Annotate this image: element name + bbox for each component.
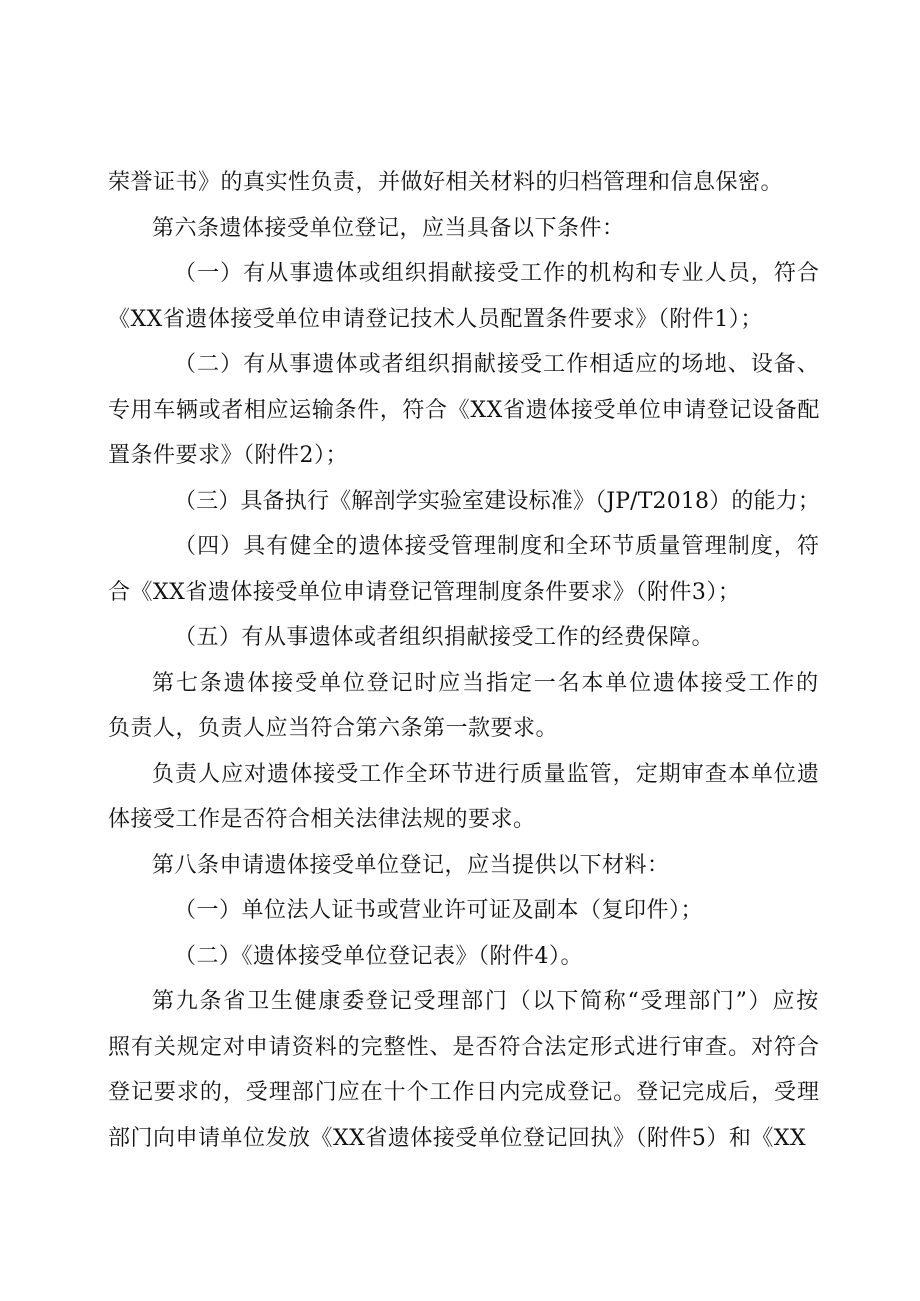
text-line: 专用车辆或者相应运输条件，符合《XX省遗体接受单位申请登记设备配	[108, 397, 820, 423]
paragraph	[108, 206, 820, 252]
text-line: 第六条遗体接受单位登记，应当具备以下条件：	[152, 215, 625, 241]
text-line: （一）单位法人证书或营业许可证及副本（复印件）；	[174, 898, 704, 923]
paragraph	[108, 615, 820, 661]
paragraph	[108, 160, 820, 206]
text-line: 部门向申请单位发放《XX省遗体接受单位登记回执》（附件5）和《XX	[108, 1125, 807, 1151]
text-line: 第九条省卫生健康委登记受理部门（以下简称“受理部门”）应按	[152, 989, 820, 1014]
text-line: （三）具备执行《解剖学实验室建设标准》（JP/T2018）的能力；	[174, 488, 820, 514]
paragraph	[108, 342, 820, 479]
text-line: 第八条申请遗体接受单位登记，应当提供以下材料：	[152, 852, 670, 878]
paragraph	[108, 251, 820, 342]
text-line: （二）《遗体接受单位登记表》（附件4）。	[174, 943, 583, 969]
paragraph	[108, 843, 820, 889]
paragraph	[108, 479, 820, 525]
text-line: 合《XX省遗体接受单位申请登记管理制度条件要求》（附件3）；	[108, 579, 741, 605]
text-line: 荣誉证书》的真实性负责，并做好相关材料的归档管理和信息保密。	[108, 170, 784, 195]
paragraph	[108, 888, 820, 934]
text-line: 第七条遗体接受单位登记时应当指定一名本单位遗体接受工作的	[152, 670, 820, 696]
paragraph	[108, 661, 820, 752]
text-line: （四）具有健全的遗体接受管理制度和全环节质量管理制度，符	[174, 534, 820, 559]
text-line: （五）有从事遗体或者组织捐献接受工作的经费保障。	[174, 625, 715, 650]
text-line: （二）有从事遗体或者组织捐献接受工作相适应的场地、设备、	[174, 352, 820, 377]
document-body	[108, 160, 820, 1161]
text-line: 负责人应对遗体接受工作全环节进行质量监管，定期审查本单位遗	[152, 761, 820, 787]
text-line: 登记要求的，受理部门应在十个工作日内完成登记。登记完成后，受理	[108, 1080, 820, 1105]
text-line: 置条件要求》（附件2）；	[108, 443, 348, 468]
paragraph	[108, 524, 820, 615]
text-line: 照有关规定对申请资料的完整性、是否符合法定形式进行审查。对符合	[108, 1034, 820, 1060]
text-line: 负责人，负责人应当符合第六条第一款要求。	[108, 716, 559, 741]
paragraph	[108, 752, 820, 843]
text-line: 《XX省遗体接受单位申请登记技术人员配置条件要求》（附件1）；	[108, 306, 763, 332]
text-line: （一）有从事遗体或组织捐献接受工作的机构和专业人员，符合	[174, 261, 820, 286]
text-line: 体接受工作是否符合相关法律法规的要求。	[108, 807, 536, 832]
paragraph	[108, 979, 820, 1161]
paragraph	[108, 934, 820, 980]
